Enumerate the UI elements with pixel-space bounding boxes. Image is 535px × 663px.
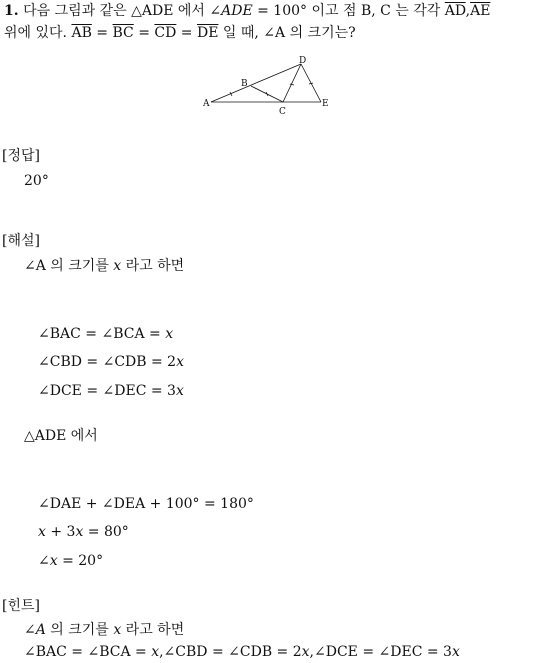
equation-x-result: ∠x = 20°: [38, 553, 104, 569]
segment-line-ad: [211, 64, 301, 102]
question-text-part: = 100° 이고 점 B, C 는 각각: [252, 3, 445, 19]
question-text-part: 위에 있다.: [4, 25, 72, 41]
triangle-figure: [203, 56, 333, 120]
var-x: x: [113, 258, 122, 274]
label-a: A: [203, 99, 210, 109]
answer-header: [정답]: [2, 148, 40, 164]
segment-line-cd: [283, 64, 301, 102]
segment-cd: $\overline{CD}$: [154, 25, 177, 41]
answer-value: 20°: [24, 173, 49, 189]
equation-x-sum: x + 3x = 80°: [38, 524, 129, 540]
var-x: x: [176, 354, 184, 370]
segment-bc: $\overline{BC}$: [112, 25, 134, 41]
equation-cbd-cdb: ∠CBD = ∠CDB = 2x: [38, 354, 184, 370]
equation-bac-bca: ∠BAC = ∠BCA = x: [38, 326, 174, 342]
segment-ab: $\overline{AB}$: [71, 25, 92, 41]
segment-line-de: [301, 64, 321, 102]
angle-ade-label: ADE: [221, 3, 253, 19]
tick-mark: [309, 83, 313, 84]
triangle-ade-label: △ADE 에서: [24, 428, 98, 444]
hint-line-2: ∠BAC = ∠BCA = x,∠CBD = ∠CDB = 2x,∠DCE = ∠DEC = 3x: [24, 644, 460, 660]
label-e: E: [322, 99, 329, 109]
question-text-part: 다음 그림과 같은 △ADE 에서 ∠: [23, 3, 222, 19]
segment-ad: $\overline{AD}$: [444, 3, 466, 19]
hint-line-1: ∠A 의 크기를 x 라고 하면: [24, 622, 185, 638]
label-d: D: [299, 56, 307, 66]
question-text-part: 일 때, ∠A 의 크기는?: [218, 25, 356, 41]
question-line-1: [4, 2, 490, 20]
comma: ,: [465, 3, 471, 19]
solution-header: [해설]: [2, 233, 40, 249]
label-c: C: [279, 107, 286, 117]
question-line-2: 위에 있다. $\overline{AB} = \overline{BC} = \overline{CD} = \overline{DE}$ 일 때, ∠A 의 크기는?: [4, 25, 356, 41]
segment-ae: $\overline{AE}$: [470, 3, 491, 19]
solution-intro: ∠A 의 크기를 x 라고 하면: [24, 258, 185, 274]
equation-angle-sum: ∠DAE + ∠DEA + 100° = 180°: [38, 496, 254, 512]
tick-mark: [290, 84, 294, 85]
var-x: x: [165, 326, 174, 342]
hint-header: [힌트]: [2, 598, 40, 614]
segment-de: $\overline{DE}$: [196, 25, 219, 41]
var-x: x: [175, 383, 184, 399]
equation-dce-dec: ∠DCE = ∠DEC = 3x: [38, 383, 184, 399]
label-b: B: [241, 79, 248, 89]
question-number: 1.: [4, 3, 19, 19]
